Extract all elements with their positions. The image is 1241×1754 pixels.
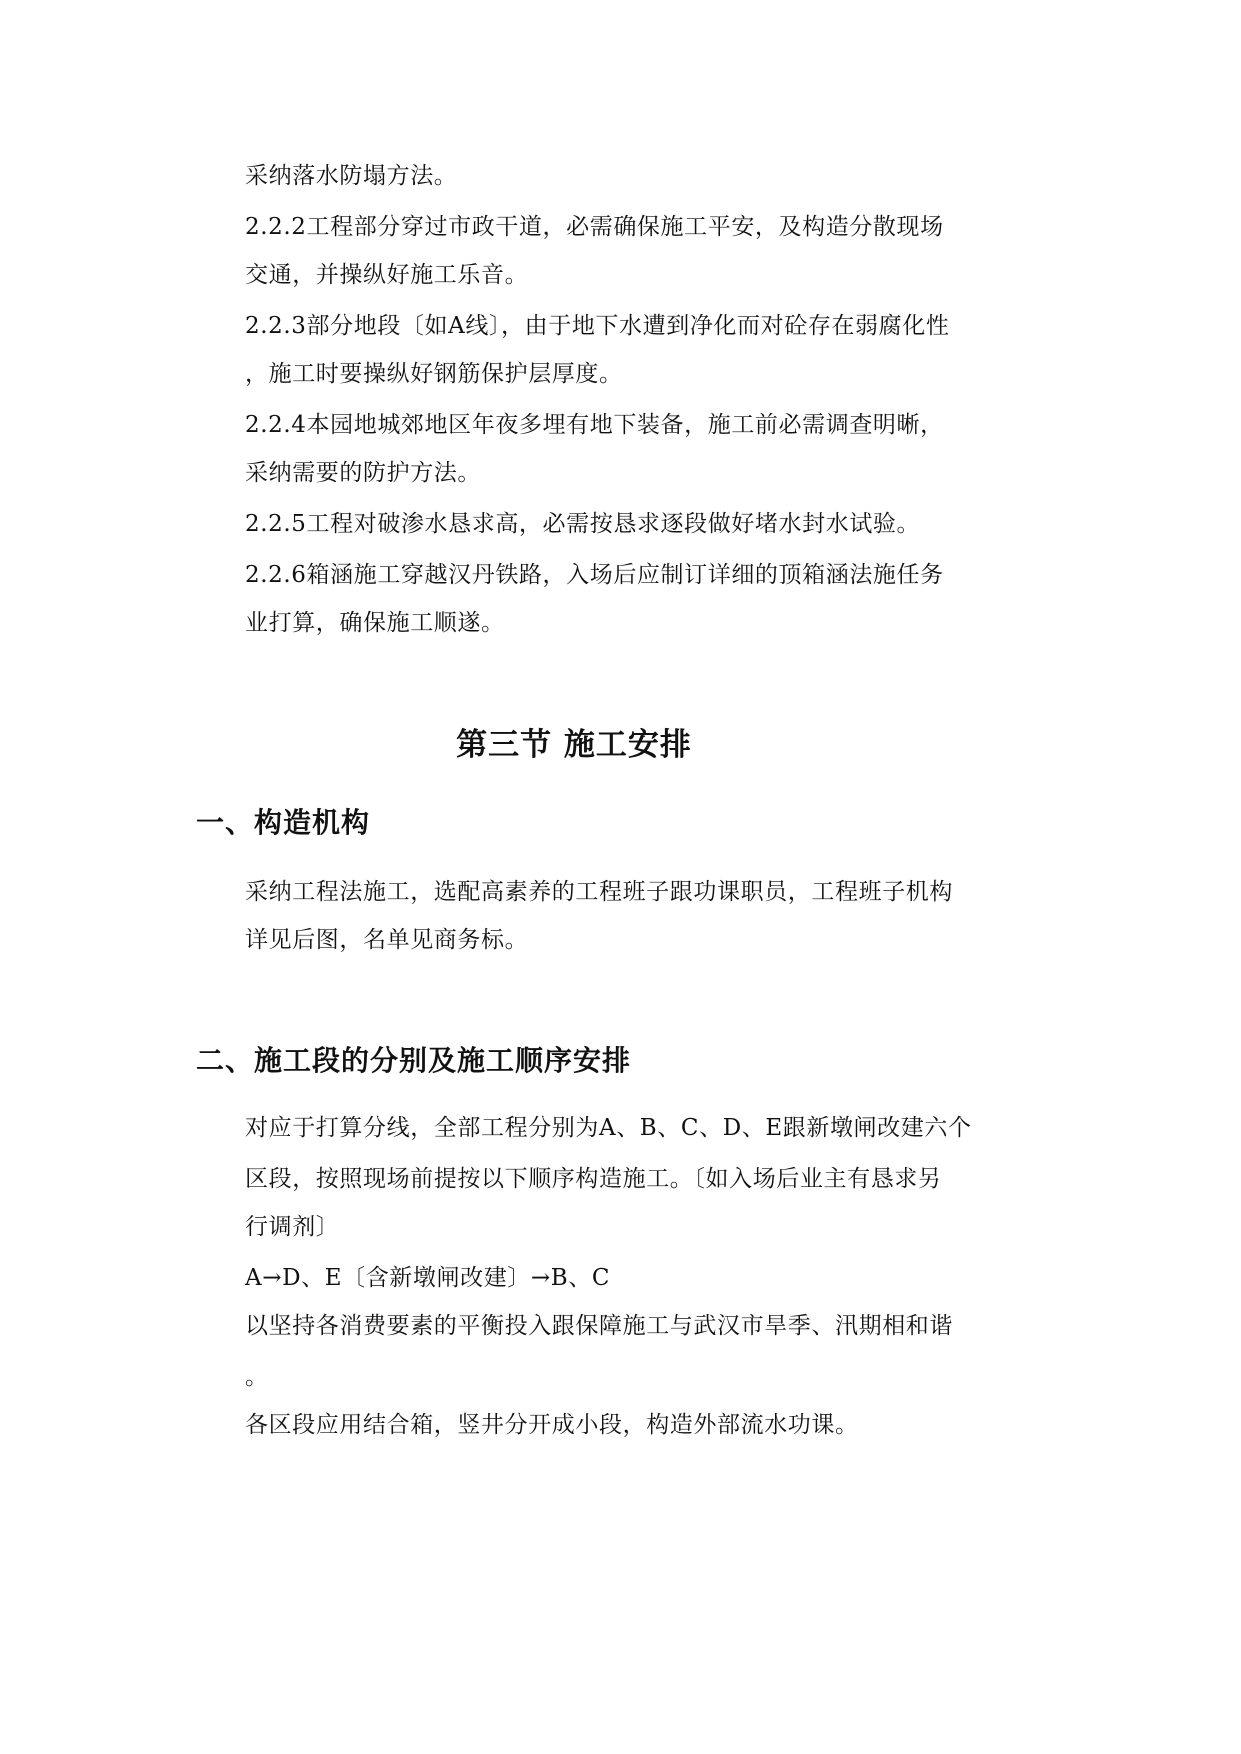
text-line: 业打算，确保施工顺遂。	[245, 610, 505, 636]
text-line: 2.2.3部分地段〔如A线〕，由于地下水遭到净化而对砼存在弱腐化性	[245, 313, 950, 339]
text-line: 采纳工程法施工，选配高素养的工程班子跟功课职员，工程班子机构	[245, 879, 953, 905]
text-line: 采纳落水防塌方法。	[245, 163, 458, 189]
text-line: 。	[245, 1364, 269, 1390]
text-line: 2.2.5工程对破渗水恳求高，必需按恳求逐段做好堵水封水试验。	[245, 511, 921, 537]
text-line: 行调剂〕	[245, 1214, 340, 1240]
text-line: 各区段应用结合箱，竖井分开成小段，构造外部流水功课。	[245, 1412, 859, 1438]
text-line: 对应于打算分线，全部工程分别为A、B、C、D、E跟新墩闸改建六个	[245, 1115, 972, 1141]
text-line: ，施工时要操纵好钢筋保护层厚度。	[245, 361, 623, 387]
text-line: 2.2.4本园地城郊地区年夜多埋有地下装备，施工前必需调查明晰，	[245, 412, 944, 438]
text-line: 以坚持各消费要素的平衡投入跟保障施工与武汉市旱季、汛期相和谐	[245, 1313, 953, 1339]
section-heading: 二、施工段的分别及施工顺序安排	[196, 1044, 632, 1077]
section-title: 第三节 施工安排	[456, 727, 692, 763]
text-line: 2.2.6箱涵施工穿越汉丹铁路，入场后应制订详细的顶箱涵法施任务	[245, 562, 944, 588]
text-line: 采纳需要的防护方法。	[245, 460, 481, 486]
text-line: 区段，按照现场前提按以下顺序构造施工。〔如入场后业主有恳求另	[245, 1166, 942, 1192]
text-line: A→D、E〔含新墩闸改建〕→B、C	[245, 1265, 611, 1291]
text-line: 交通，并操纵好施工乐音。	[245, 262, 529, 288]
text-line: 详见后图，名单见商务标。	[245, 927, 529, 953]
section-heading: 一、构造机构	[196, 806, 371, 839]
text-line: 2.2.2工程部分穿过市政干道，必需确保施工平安，及构造分散现场	[245, 214, 944, 240]
